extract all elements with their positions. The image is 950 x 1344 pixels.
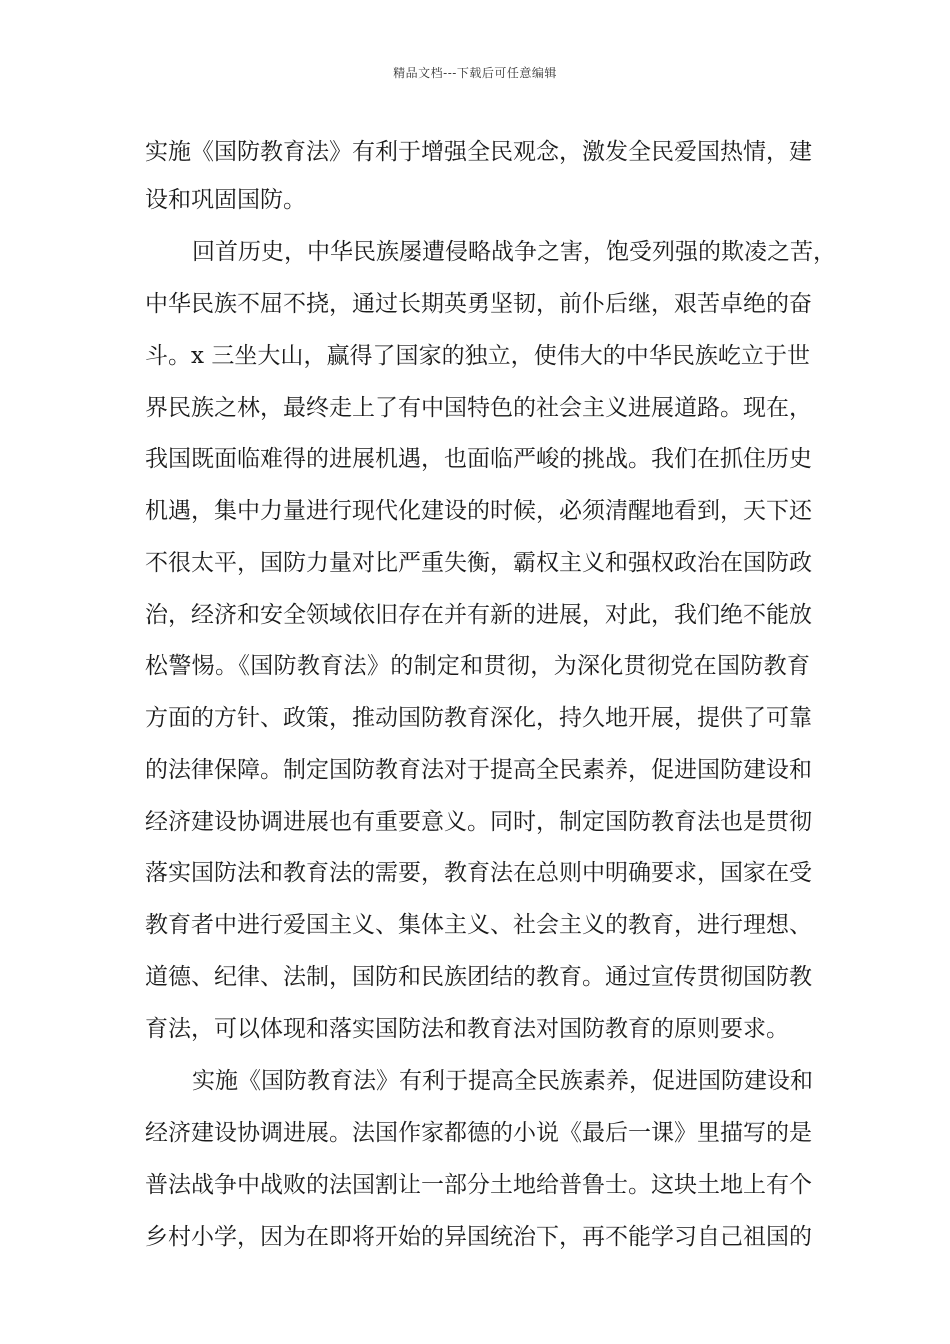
text-line: 松警惕。《国防教育法》的制定和贯彻，为深化贯彻党在国防教育 xyxy=(145,653,810,679)
text-line: 中华民族不屈不挠，通过长期英勇坚韧，前仆后继，艰苦卓绝的奋 xyxy=(145,291,812,317)
text-line: 不很太平，国防力量对比严重失衡，霸权主义和强权政治在国防政 xyxy=(145,550,812,576)
text-line: 我国既面临难得的进展机遇，也面临严峻的挑战。我们在抓住历史 xyxy=(145,446,812,472)
text-line: 方面的方针、政策，推动国防教育深化，持久地开展，提供了可靠 xyxy=(145,705,812,731)
text-line: 乡村小学，因为在即将开始的异国统治下，再不能学习自己祖国的 xyxy=(145,1224,812,1250)
text-line: 界民族之林，最终走上了有中国特色的社会主义进展道路。现在， xyxy=(145,395,812,421)
text-line: 教育者中进行爱国主义、集体主义、社会主义的教育，进行理想、 xyxy=(145,912,812,938)
text-line: 机遇，集中力量进行现代化建设的时候，必须清醒地看到，天下还 xyxy=(145,498,812,524)
text-line: 实施《国防教育法》有利于增强全民观念，激发全民爱国热情，建 xyxy=(145,139,812,165)
text-line: 回首历史，中华民族屡遭侵略战争之害，饱受列强的欺凌之苦， xyxy=(192,239,836,265)
text-line: 的法律保障。制定国防教育法对于提高全民素养，促进国防建设和 xyxy=(145,757,812,783)
text-line: 经济建设协调进展。法国作家都德的小说《最后一课》里描写的是 xyxy=(145,1120,812,1146)
text-line: 实施《国防教育法》有利于提高全民族素养，促进国防建设和 xyxy=(192,1068,813,1094)
text-line: 道德、纪律、法制，国防和民族团结的教育。通过宣传贯彻国防教 xyxy=(145,964,812,990)
text-line: 落实国防法和教育法的需要，教育法在总则中明确要求，国家在受 xyxy=(145,860,812,886)
text-line: 育法，可以体现和落实国防法和教育法对国防教育的原则要求。 xyxy=(145,1016,789,1042)
text-line: 普法战争中战败的法国割让一部分土地给普鲁士。这块土地上有个 xyxy=(145,1172,812,1198)
text-line: 治，经济和安全领域依旧存在并有新的进展，对此，我们绝不能放 xyxy=(145,602,812,628)
text-line: 经济建设协调进展也有重要意义。同时，制定国防教育法也是贯彻 xyxy=(145,809,812,835)
page-header: 精品文档---下载后可任意编辑 xyxy=(393,66,557,80)
text-line: 斗。x 三坐大山，赢得了国家的独立，使伟大的中华民族屹立于世 xyxy=(145,343,810,369)
text-line: 设和巩固国防。 xyxy=(145,187,306,213)
